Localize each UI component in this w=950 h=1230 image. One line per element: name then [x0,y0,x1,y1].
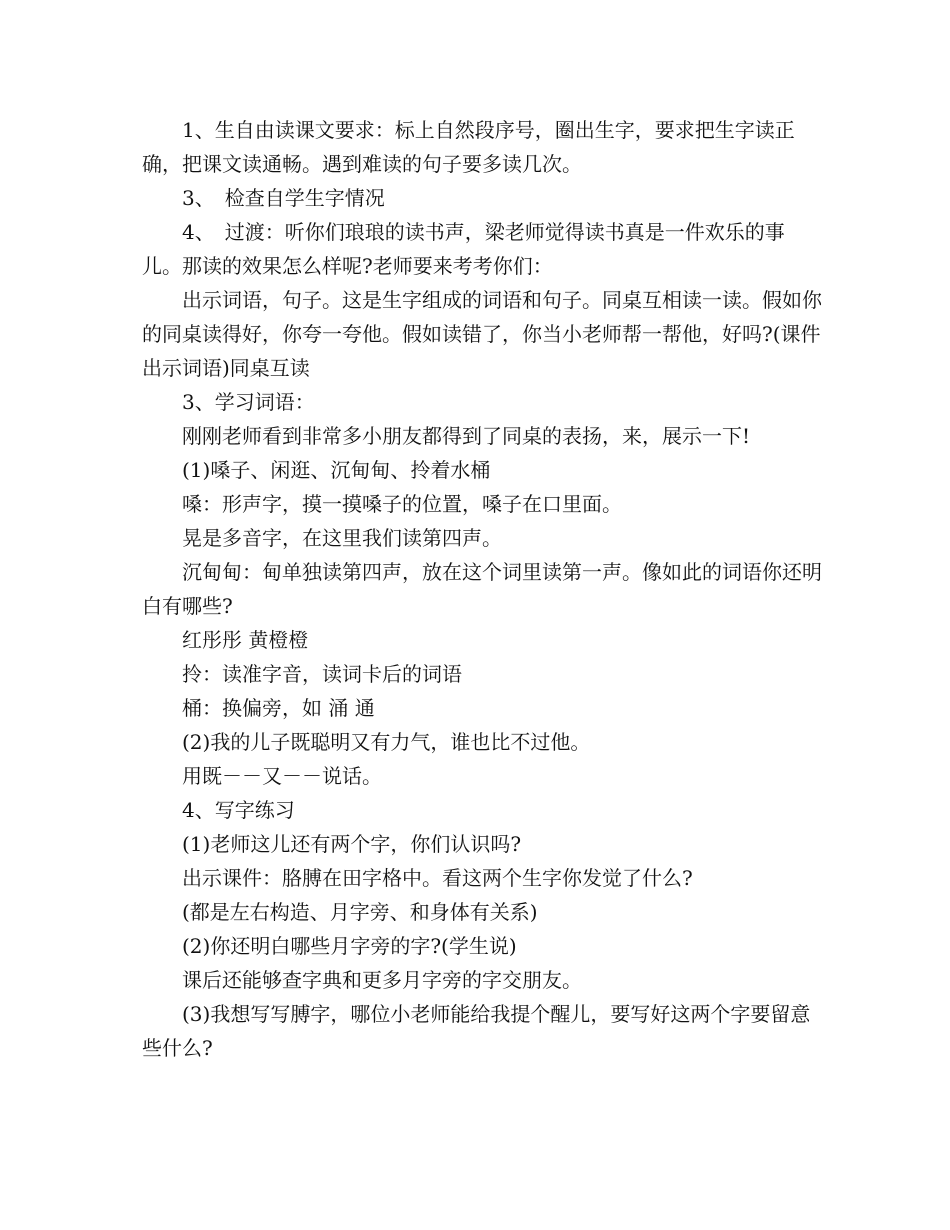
paragraph-two-characters: (1)老师这儿还有两个字，你们认识吗? [182,832,522,856]
paragraph-dictionary: 课后还能够查字典和更多月字旁的字交朋友。 [182,968,582,992]
heading-writing-practice: 4、写字练习 [182,798,295,822]
paragraph-sang: 嗓：形声字，摸一摸嗓子的位置，嗓子在口里面。 [182,492,622,516]
paragraph-lin: 拎：读准字音，读词卡后的词语 [182,662,462,686]
paragraph-structure: (都是左右构造、月字旁、和身体有关系) [182,900,538,924]
paragraph-word-list: (1)嗓子、闲逛、沉甸甸、拎着水桶 [182,458,491,482]
paragraph-chendiandian: 沉甸甸：甸单独读第四声，放在这个词里读第一声。像如此的词语你还明白有哪些? [142,560,822,618]
paragraph-transition: 4、 过渡：听你们琅琅的读书声，梁老师觉得读书真是一件欢乐的事儿。那读的效果怎么样呢?老师要来考考你们： [142,220,785,278]
paragraph-reading-requirements: 1、生自由读课文要求：标上自然段序号，圈出生字，要求把生字读正确，把课文读通畅。遇到难读的句子要多读几次。 [142,118,795,176]
paragraph-writing-tips: (3)我想写写膊字，哪位小老师能给我提个醒儿，要写好这两个字要留意些什么? [142,1002,811,1060]
paragraph-tong: 桶：换偏旁，如 涌 通 [182,696,375,720]
paragraph-moon-radical: (2)你还明白哪些月字旁的字?(学生说) [182,934,517,958]
paragraph-courseware: 出示课件：胳膊在田字格中。看这两个生字你发觉了什么? [182,866,693,890]
paragraph-examples: 红彤彤 黄橙橙 [182,628,309,652]
paragraph-show-words: 出示词语，句子。这是生字组成的词语和句子。同桌互相读一读。假如你的同桌读得好，你夸一夸他。假如读错了，你当小老师帮一帮他，好吗?(课件出示词语)同桌互读 [142,288,822,380]
paragraph-speaking: 用既－－又－－说话。 [182,764,382,788]
heading-learn-words: 3、学习词语： [182,390,315,414]
paragraph-check-characters: 3、 检查自学生字情况 [182,186,385,210]
paragraph-sentence: (2)我的儿子既聪明又有力气，谁也比不过他。 [182,730,591,754]
paragraph-huang: 晃是多音字，在这里我们读第四声。 [182,526,502,550]
document-body [142,113,822,1065]
paragraph-praise: 刚刚老师看到非常多小朋友都得到了同桌的表扬，来，展示一下! [182,424,751,448]
